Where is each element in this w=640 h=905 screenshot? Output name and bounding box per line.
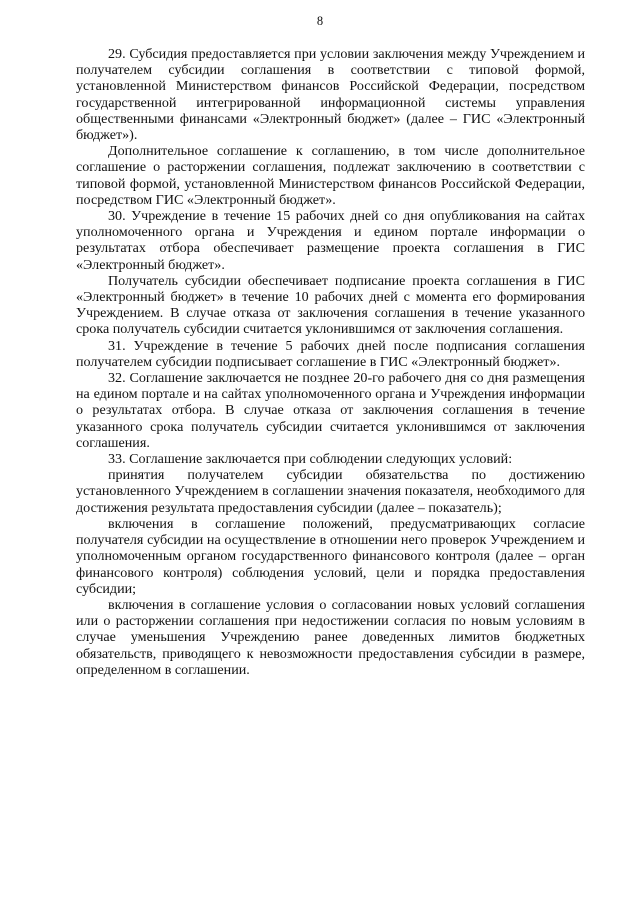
condition-audit-consent: включения в соглашение положений, предусматривающих согласие получателя субсидии на осуществление в отношении него проверок Учреждением и уполномоченным органом государственного финансового контроля (далее – орган финансового контроля) соблюдения условий, цели и порядка предоставления субсидии; bbox=[76, 515, 585, 597]
paragraph-32: 32. Соглашение заключается не позднее 20-го рабочего дня со дня размещения на едином портале и на сайтах уполномоченного органа и Учреждения информации о результатах отбора. В случае отказа от заключения соглашения в течение указанного срока получатель субсидии считается уклонившимся от заключения соглашения. bbox=[76, 370, 585, 451]
condition-new-terms: включения в соглашение условия о согласовании новых условий соглашения или о расторжении соглашения при недостижении согласия по новым условиям в случае уменьшения Учреждению ранее доведенных лимитов бюджетных обязательств, приводящего к невозможности предоставления субсидии в размере, определенном в соглашении. bbox=[76, 596, 585, 678]
paragraph-29: 29. Субсидия предоставляется при условии заключения между Учреждением и получателем субсидии соглашения в соответствии с типовой формой, установленной Министерством финансов Российской Федерации, посредством государственной интегрированной информационной системы управления общественными финансами «Электронный бюджет» (далее – ГИС «Электронный бюджет»). bbox=[76, 46, 585, 144]
paragraph-33: 33. Соглашение заключается при соблюдении следующих условий: bbox=[108, 451, 513, 468]
paragraph-31: 31. Учреждение в течение 5 рабочих дней после подписания соглашения получателем субсидии подписывает соглашение в ГИС «Электронный бюджет». bbox=[76, 337, 585, 370]
page-number: 8 bbox=[316, 14, 324, 28]
condition-indicator-obligation: принятия получателем субсидии обязательства по достижению установленного Учреждением в соглашении значения показателя, необходимого для достижения результата предоставления субсидии (далее – показатель); bbox=[76, 467, 585, 516]
paragraph-30: 30. Учреждение в течение 15 рабочих дней со дня опубликования на сайтах уполномоченного органа и Учреждения и едином портале информации о результатах отбора обеспечивает размещение проекта соглашения в ГИС «Электронный бюджет». bbox=[76, 208, 585, 273]
paragraph-recipient-signing: Получатель субсидии обеспечивает подписание проекта соглашения в ГИС «Электронный бюджет» в течение 10 рабочих дней с момента его формирования Учреждением. В случае отказа от заключения соглашения в течение указанного срока получатель субсидии считается уклонившимся от заключения соглашения. bbox=[76, 272, 585, 338]
document-body bbox=[76, 46, 585, 678]
paragraph-additional-agreement: Дополнительное соглашение к соглашению, в том числе дополнительное соглашение о расторжении соглашения, подлежат заключению в соответствии с типовой формой, установленной Министерством финансов Российской Федерации, посредством ГИС «Электронный бюджет». bbox=[76, 143, 585, 208]
